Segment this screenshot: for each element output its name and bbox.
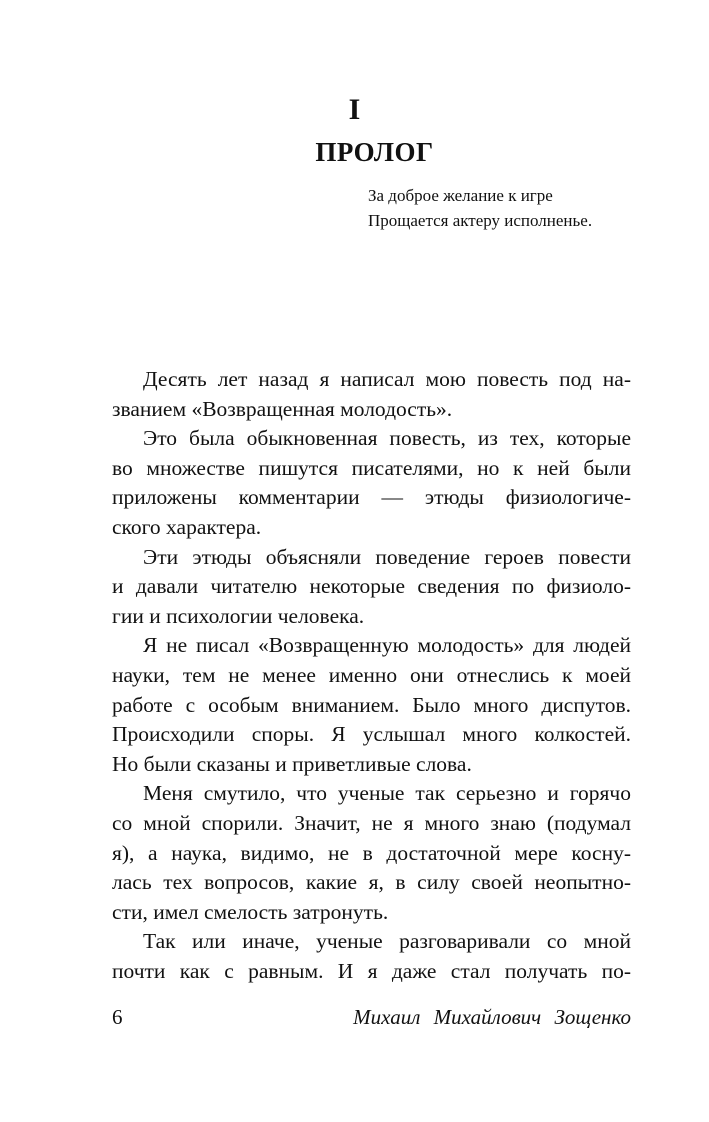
chapter-number: I xyxy=(348,93,361,126)
text-line: Это была обыкновенная повесть, из тех, которые xyxy=(143,426,631,451)
text-line: и давали читателю некоторые сведения по физиоло- xyxy=(112,574,631,599)
text-line: Я не писал «Возвращенную молодость» для людей xyxy=(143,633,631,658)
text-line: Эти этюды объясняли поведение героев повести xyxy=(143,544,631,569)
epigraph-line: Прощается актеру исполненье. xyxy=(368,211,593,230)
text-line: званием «Возвращенная молодость». xyxy=(112,396,453,421)
text-line: науки, тем не менее именно они отнеслись к моей xyxy=(112,662,631,687)
text-line: во множестве пишутся писателями, но к ней были xyxy=(112,455,631,480)
text-line: Но были сказаны и приветливые слова. xyxy=(112,751,472,776)
page-footer xyxy=(112,1002,631,1032)
text-line: Меня смутило, что ученые так серьезно и горячо xyxy=(143,781,631,806)
text-line: со мной спорили. Значит, не я много знаю (подумал xyxy=(112,810,631,835)
text-line: лась тех вопросов, какие я, в силу своей неопытно- xyxy=(112,870,631,895)
text-line: я), а наука, видимо, не в достаточной мере косну- xyxy=(112,840,631,865)
text-line: работе с особым вниманием. Было много диспутов. xyxy=(112,692,631,717)
page-number: 6 xyxy=(112,1005,123,1029)
text-line: Так или иначе, ученые разговаривали со мной xyxy=(143,929,631,954)
chapter-title: ПРОЛОГ xyxy=(315,137,434,167)
text-line: Десять лет назад я написал мою повесть под на- xyxy=(143,367,631,391)
running-author: Михаил Михайлович Зощенко xyxy=(353,1005,631,1029)
text-line: ского характера. xyxy=(112,514,262,539)
text-line: приложены комментарии — этюды физиологиче- xyxy=(112,485,631,510)
text-line: гии и психологии человека. xyxy=(112,603,365,628)
text-line: сти, имел смелость затронуть. xyxy=(112,899,389,924)
epigraph xyxy=(368,183,668,233)
epigraph-line: За доброе желание к игре xyxy=(368,186,553,205)
text-line: почти как с равным. И я даже стал получать по- xyxy=(112,958,631,983)
text-line: Происходили споры. Я услышал много колкостей. xyxy=(112,722,631,747)
body-text xyxy=(112,365,631,986)
